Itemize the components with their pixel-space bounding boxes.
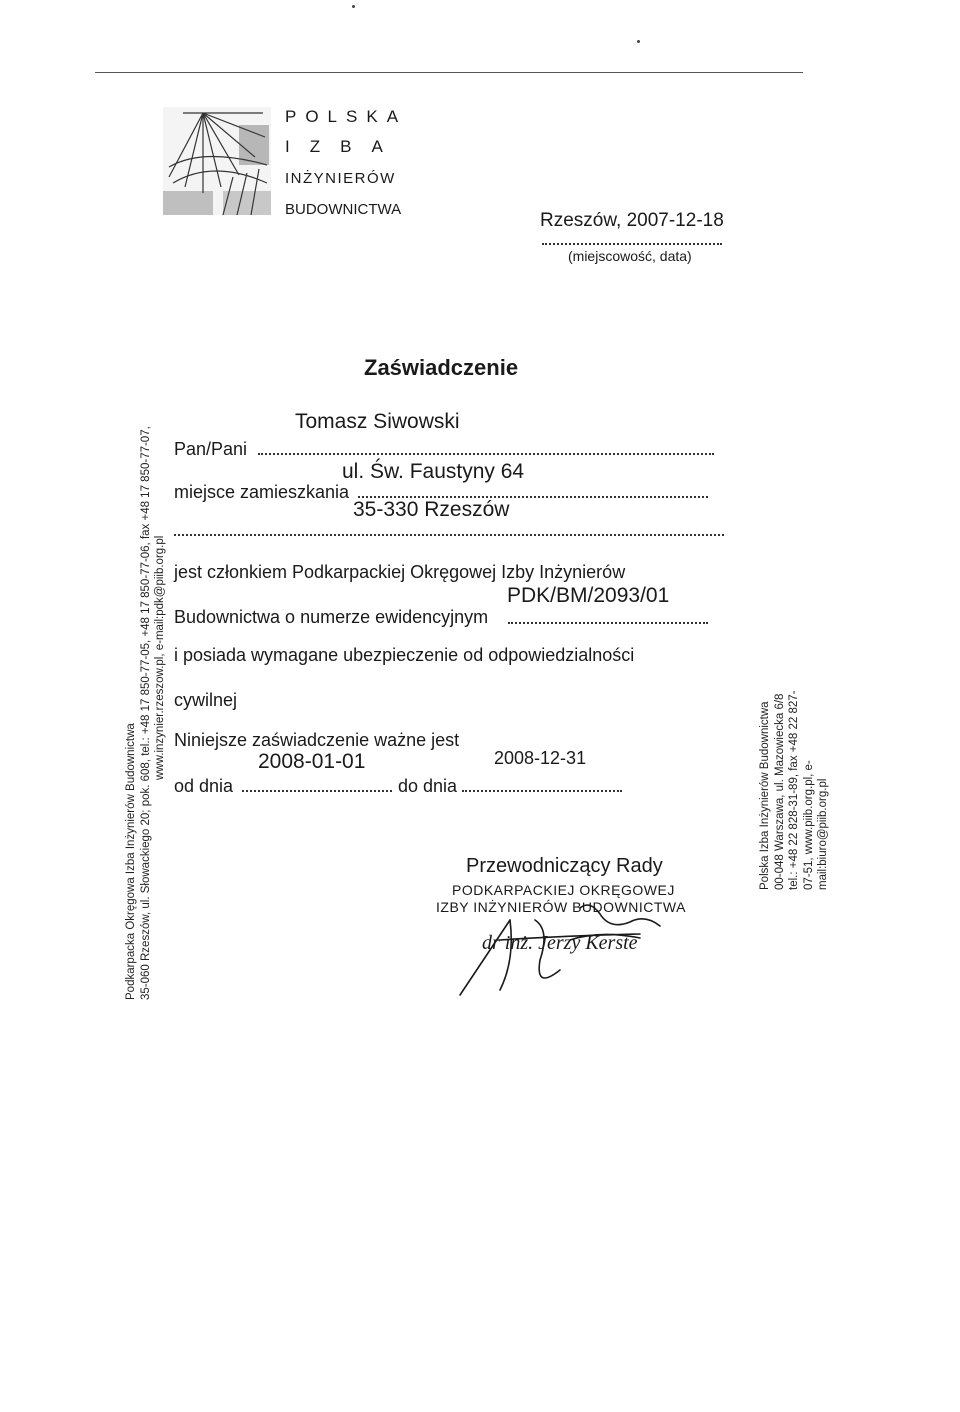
org-name-line2: IZBA <box>285 137 403 156</box>
stamp-line1: PODKARPACKIEJ OKRĘGOWEJ <box>452 882 675 898</box>
address-label: miejsce zamieszkania <box>174 482 350 502</box>
validity-text: Niniejsze zaświadczenie ważne jest <box>174 730 460 750</box>
stamp-line2: IZBY INŻYNIERÓW BUDOWNICTWA <box>436 899 686 915</box>
org-name-line1: POLSKA <box>285 107 408 126</box>
signer-name: dr inż. Jerzy Kerste <box>482 932 638 954</box>
valid-to-label: do dnia <box>398 776 458 796</box>
signatory-role: Przewodniczący Rady <box>466 855 663 877</box>
sidebar-left-line3: www.inzynier.rzeszow.pl, e-mail:pdk@piib.org.pl <box>154 535 166 780</box>
dotted-line <box>508 622 708 624</box>
dotted-line <box>542 243 722 245</box>
document-title: Zaświadczenie <box>364 355 519 380</box>
membership-text: jest członkiem Podkarpackiej Okręgowej Izby Inżynierów <box>174 562 626 582</box>
insurance-line1: i posiada wymagane ubezpieczenie od odpowiedzialności <box>174 645 635 665</box>
registration-label: Budownictwa o numerze ewidencyjnym <box>174 607 489 627</box>
place-date: Rzeszów, 2007-12-18 <box>540 210 724 231</box>
registration-number: PDK/BM/2093/01 <box>507 584 670 607</box>
sidebar-right-line2: tel.: +48 22 828-31-89, fax +48 22 827-07-51, www.piib.org.pl, e-mail:biuro@piib.org.pl <box>788 690 829 890</box>
org-name-line3: INŻYNIERÓW <box>285 170 396 187</box>
name-value: Tomasz Siwowski <box>295 410 460 433</box>
insurance-line2: cywilnej <box>174 690 238 710</box>
sidebar-left-line2: 35-060 Rzeszów, ul. Słowackiego 20; pok. 608, tel.: +48 17 850-77-05, +48 17 850-77-06, fax +48 17 850-77-07, <box>139 426 152 1000</box>
header-rule <box>95 72 803 73</box>
dotted-line <box>258 453 714 455</box>
valid-from-label: od dnia <box>174 776 234 796</box>
address-line2: 35-330 Rzeszów <box>353 498 510 521</box>
address-line1: ul. Św. Faustyny 64 <box>342 460 525 483</box>
valid-to-date: 2008-12-31 <box>494 748 587 768</box>
dotted-line <box>242 790 392 792</box>
dotted-line <box>174 534 724 536</box>
piib-logo <box>163 107 271 215</box>
sidebar-left-line1: Podkarpacka Okręgowa Izba Inżynierów Budownictwa <box>125 723 137 1000</box>
dotted-line <box>462 790 622 792</box>
sidebar-right-line1: Polska Izba Inżynierów Budownictwa 00-048 Warszawa, ul. Mazowiecka 6/8 <box>759 693 786 890</box>
scan-speck <box>637 40 640 43</box>
place-date-caption: (miejscowość, data) <box>568 248 692 264</box>
valid-from-date: 2008-01-01 <box>258 750 366 773</box>
sidebar-right <box>758 688 831 890</box>
org-name-line4: BUDOWNICTWA <box>285 201 402 218</box>
scan-speck <box>352 5 355 8</box>
name-label: Pan/Pani <box>174 439 248 459</box>
sidebar-left <box>124 426 168 1000</box>
